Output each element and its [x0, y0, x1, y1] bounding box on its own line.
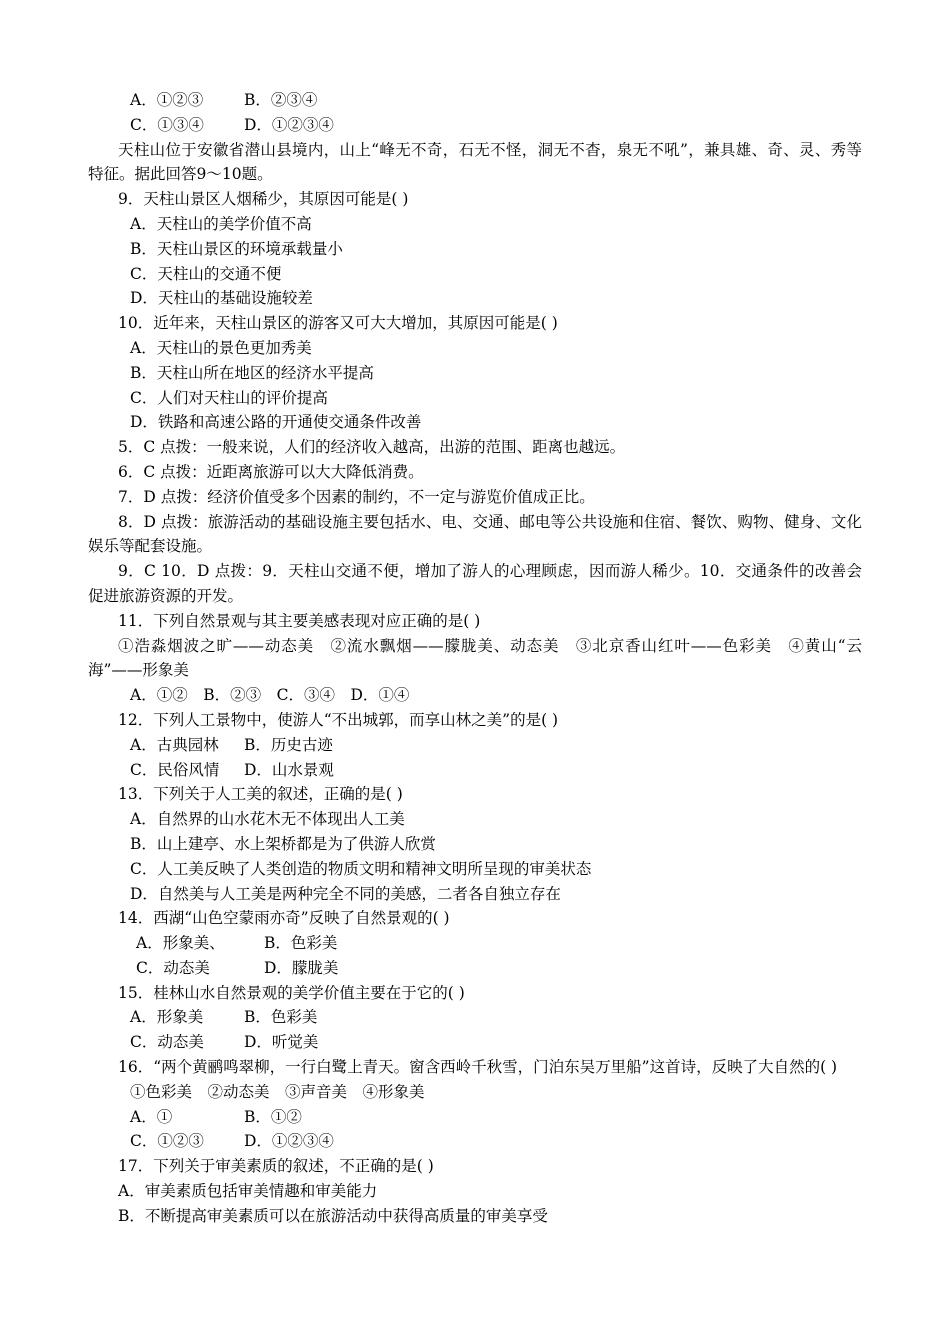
option-text: A．形象美 [130, 1008, 204, 1027]
option-text: D．听觉美 [244, 1033, 319, 1052]
text-line: B．天柱山景区的环境承载量小 [130, 239, 343, 258]
text-line: A．①② B．②③ C．③④ D．①④ [130, 686, 410, 705]
text-line: 10．近年来，天柱山景区的游客又可大大增加，其原因可能是( ) [118, 314, 558, 333]
text-line: 15．桂林山水自然景观的美学价值主要在于它的( ) [118, 983, 465, 1002]
option-text: A．古典园林 [130, 735, 219, 754]
option-text: C．动态美 [136, 958, 210, 977]
option-text: C．①③④ [130, 115, 204, 134]
option-text: D．山水景观 [244, 760, 334, 779]
document-page [88, 88, 862, 1229]
text-line: C．人们对天柱山的评价提高 [130, 388, 328, 407]
option-text: B．②③④ [244, 91, 318, 109]
text-line: 16．“两个黄鹂鸣翠柳，一行白鹭上青天。窗含西岭千秋雪，门泊东吴万里船”这首诗，反映了大自然的( ) [118, 1058, 838, 1077]
text-line: A．天柱山的景色更加秀美 [130, 338, 312, 357]
text-line: B．山上建亭、水上架桥都是为了供游人欣赏 [130, 834, 436, 853]
text-line: C．人工美反映了人类创造的物质文明和精神文明所呈现的审美状态 [130, 859, 592, 878]
text-line: 9．天柱山景区人烟稀少，其原因可能是( ) [118, 190, 409, 209]
option-text: B．历史古迹 [244, 735, 333, 754]
text-line: D．自然美与人工美是两种完全不同的美感，二者各自独立存在 [130, 884, 561, 903]
text-line [88, 956, 862, 981]
text-line: ①色彩美 ②动态美 ③声音美 ④形象美 [130, 1082, 425, 1101]
option-text: C．动态美 [130, 1033, 204, 1052]
option-text: A．① [130, 1107, 173, 1126]
text-line [88, 1129, 862, 1154]
text-line [88, 1030, 862, 1055]
text-line [88, 758, 862, 783]
text-line [88, 1005, 862, 1030]
option-text: D．朦胧美 [264, 958, 339, 977]
text-line: 17．下列关于审美素质的叙述，不正确的是( ) [118, 1157, 434, 1176]
text-line [88, 113, 862, 138]
option-text: A．①②③ [130, 91, 204, 109]
option-text: D．①②③④ [244, 1132, 334, 1151]
text-line: D．天柱山的基础设施较差 [130, 289, 313, 308]
text-line: 14．西湖“山色空蒙雨亦奇”反映了自然景观的( ) [118, 909, 450, 928]
option-text: B．色彩美 [244, 1008, 318, 1027]
text-line: C．天柱山的交通不便 [130, 264, 282, 283]
text-line: 9．C 10．D 点拨：9．天柱山交通不便，增加了游人的心理顾虑，因而游人稀少。10．交通条件的改善会促进旅游资源的开发。 [88, 562, 862, 605]
option-text: C．①②③ [130, 1132, 204, 1151]
text-line: D．铁路和高速公路的开通使交通条件改善 [130, 413, 422, 432]
text-line: 天柱山位于安徽省潜山县境内，山上“峰无不奇，石无不怪，洞无不杳，泉无不吼”，兼具雄、奇、灵、秀等特征。据此回答9～10题。 [88, 140, 862, 184]
text-line [88, 88, 862, 113]
text-line: B．天柱山所在地区的经济水平提高 [130, 363, 374, 382]
text-line: ①浩淼烟波之旷——动态美 ②流水飘烟——朦胧美、动态美 ③北京香山红叶——色彩美 ④黄山“云海”——形象美 [88, 636, 862, 680]
text-line [88, 1105, 862, 1130]
text-line: 13．下列关于人工美的叙述，正确的是( ) [118, 785, 403, 804]
option-text: D．①②③④ [244, 115, 334, 134]
option-text: B．①② [244, 1107, 302, 1126]
text-line: 12．下列人工景物中，使游人“不出城郭，而享山林之美”的是( ) [118, 710, 559, 729]
text-line: A．审美素质包括审美情趣和审美能力 [118, 1182, 378, 1201]
option-text: B．色彩美 [264, 934, 338, 953]
text-line [88, 931, 862, 956]
text-line: 7．D 点拨：经济价值受多个因素的制约，不一定与游览价值成正比。 [118, 487, 595, 506]
text-line: 11．下列自然景观与其主要美感表现对应正确的是( ) [118, 611, 481, 630]
text-line: A．自然界的山水花木无不体现出人工美 [130, 810, 405, 829]
text-line: A．天柱山的美学价值不高 [130, 214, 312, 233]
text-line: 6．C 点拨：近距离旅游可以大大降低消费。 [118, 462, 424, 481]
text-line [88, 733, 862, 758]
option-text: A．形象美、 [136, 934, 225, 953]
text-line: 5．C 点拨：一般来说，人们的经济收入越高，出游的范围、距离也越远。 [118, 438, 626, 457]
text-line: 8．D 点拨：旅游活动的基础设施主要包括水、电、交通、邮电等公共设施和住宿、餐饮、购物、健身、文化娱乐等配套设施。 [88, 512, 862, 556]
option-text: C．民俗风情 [130, 760, 220, 779]
text-line: B．不断提高审美素质可以在旅游活动中获得高质量的审美享受 [118, 1206, 548, 1225]
